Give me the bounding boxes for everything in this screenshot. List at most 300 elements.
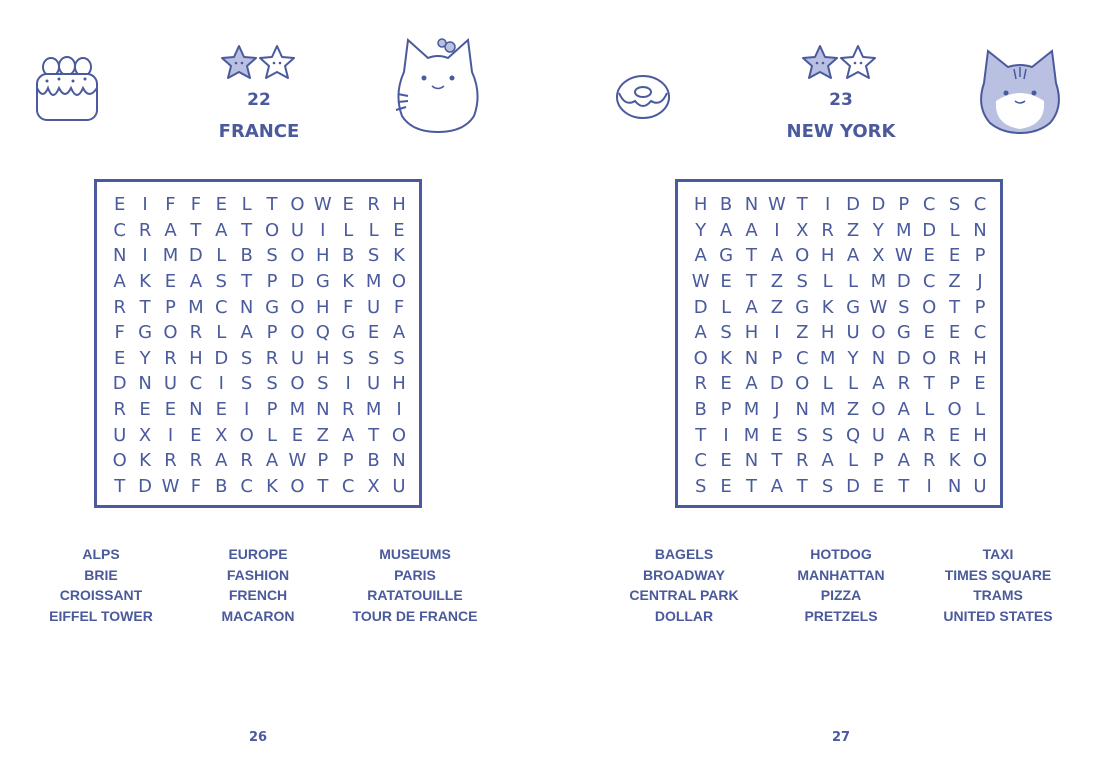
grid-letter: A [694, 322, 707, 344]
grid-row [107, 371, 412, 397]
grid-row [107, 422, 412, 448]
grid-letter: R [113, 399, 126, 421]
grid-letter: B [719, 194, 733, 216]
grid-letter: U [367, 296, 381, 318]
grid-letter: L [216, 322, 227, 344]
grid-letter: E [342, 194, 354, 216]
grid-letter: A [240, 322, 253, 344]
grid-letter: H [693, 194, 708, 216]
grid-letter: A [265, 450, 279, 472]
grid-letter: B [215, 475, 228, 497]
grid-letter: M [743, 424, 760, 446]
grid-letter: K [266, 475, 278, 497]
word: DOLLAR [654, 607, 714, 624]
grid-letter: L [848, 373, 859, 395]
grid-letter: E [164, 271, 177, 293]
word: ALPS [82, 546, 120, 562]
grid-row [107, 474, 412, 500]
grid-letter: X [367, 475, 380, 497]
grid-letter: Y [847, 347, 859, 369]
grid-letter: Z [316, 424, 329, 446]
grid-letter: S [367, 245, 380, 267]
grid-letter: P [873, 450, 884, 472]
grid-letter: T [139, 296, 151, 318]
grid-letter: R [897, 373, 911, 395]
grid-letter: M [289, 399, 306, 421]
grid-letter: H [820, 322, 835, 344]
grid-letter: N [744, 194, 759, 216]
stars-icon [219, 43, 299, 83]
grid-row [107, 192, 412, 218]
grid-letter: E [720, 373, 732, 395]
grid-letter: L [822, 271, 833, 293]
word: BRIE [84, 566, 118, 583]
grid-letter: A [392, 322, 406, 344]
grid-letter: S [720, 322, 732, 344]
word: HOTDOG [810, 546, 872, 562]
word: CROISSANT [59, 587, 143, 603]
grid-letter: R [694, 373, 707, 395]
grid-letter: S [266, 245, 278, 267]
grid-letter: E [393, 219, 405, 241]
grid-letter: P [342, 450, 354, 472]
grid-letter: O [871, 399, 886, 421]
grid-letter: P [266, 399, 278, 421]
grid-letter: S [367, 347, 380, 369]
puzzle-title: NEW YORK [786, 121, 896, 142]
grid-letter: F [190, 194, 202, 216]
grid-letter: E [215, 399, 227, 421]
grid-letter: O [871, 322, 886, 344]
word-column [23, 544, 179, 626]
grid-letter: Y [139, 347, 151, 369]
grid-letter: D [846, 194, 860, 216]
grid-letter: O [922, 296, 937, 318]
grid-letter: O [972, 450, 988, 472]
grid-letter: F [190, 475, 202, 497]
grid-letter: D [693, 296, 708, 318]
cat-icon [974, 45, 1066, 135]
grid-row [688, 422, 993, 448]
grid-letter: D [138, 475, 153, 497]
grid-letter: C [214, 296, 228, 318]
grid-letter: N [947, 475, 962, 497]
cake-icon [33, 54, 101, 124]
grid-letter: N [316, 399, 330, 421]
grid-letter: L [822, 373, 833, 395]
grid-letter: L [924, 399, 935, 421]
grid-letter: K [948, 450, 961, 472]
grid-letter: M [743, 399, 760, 421]
grid-letter: R [138, 219, 152, 241]
grid-letter: Z [948, 271, 961, 293]
grid-letter: K [720, 347, 732, 369]
grid-letter: U [290, 347, 305, 369]
grid-letter: S [266, 373, 278, 395]
grid-letter: A [846, 245, 860, 267]
word-column [920, 544, 1076, 626]
grid-row [688, 346, 993, 372]
grid-letter: E [948, 322, 961, 344]
word-column [763, 544, 919, 626]
grid-letter: S [240, 347, 253, 369]
grid-letter: A [770, 245, 784, 267]
grid-row [107, 294, 412, 320]
grid-letter: S [240, 373, 253, 395]
grid-letter: G [341, 322, 356, 344]
word: TRAMS [973, 587, 1023, 603]
grid-letter: C [240, 475, 253, 497]
grid-letter: L [721, 296, 732, 318]
grid-letter: P [898, 194, 910, 216]
grid-letter: F [165, 194, 176, 216]
grid-letter: T [923, 373, 935, 395]
grid-letter: J [977, 271, 983, 293]
grid-letter: O [391, 424, 407, 446]
word: TAXI [982, 546, 1014, 562]
grid-letter: R [189, 450, 203, 472]
grid-letter: P [771, 347, 783, 369]
grid-letter: F [114, 322, 125, 344]
grid-letter: T [796, 194, 808, 216]
word-column [606, 544, 762, 626]
page-number: 27 [831, 730, 851, 745]
grid-letter: U [290, 219, 305, 241]
grid-letter: P [949, 373, 961, 395]
grid-letter: A [164, 219, 177, 241]
grid-letter: I [774, 219, 780, 241]
grid-letter: D [896, 347, 911, 369]
word: CENTRAL PARK [629, 587, 739, 603]
grid-letter: K [821, 296, 834, 318]
grid-letter: D [846, 475, 860, 497]
grid-letter: E [291, 424, 304, 446]
grid-letter: C [189, 373, 203, 395]
grid-letter: H [820, 245, 835, 267]
grid-letter: A [342, 424, 355, 446]
grid-letter: H [973, 424, 987, 446]
grid-letter: C [341, 475, 355, 497]
grid-letter: T [114, 475, 126, 497]
grid-letter: H [189, 347, 203, 369]
grid-letter: L [949, 219, 960, 241]
grid-letter: L [216, 245, 227, 267]
grid-letter: Z [846, 399, 860, 421]
grid-letter: R [821, 219, 834, 241]
grid-letter: U [367, 373, 381, 395]
grid-letter: N [138, 373, 152, 395]
grid-letter: M [365, 271, 382, 293]
word: FASHION [226, 566, 290, 583]
word-search-grid [94, 179, 422, 508]
grid-letter: P [317, 450, 329, 472]
grid-letter: Z [796, 322, 809, 344]
word: FRENCH [228, 587, 288, 603]
grid-letter: T [796, 475, 808, 497]
grid-letter: E [948, 245, 961, 267]
grid-letter: R [922, 424, 936, 446]
grid-letter: T [368, 424, 380, 446]
grid-letter: P [720, 399, 732, 421]
grid-letter: R [796, 450, 809, 472]
grid-letter: B [367, 450, 380, 472]
word-column [337, 544, 493, 626]
grid-letter: R [113, 296, 126, 318]
puzzle-title: FRANCE [218, 121, 300, 142]
stars-icon [800, 43, 880, 83]
grid-letter: M [365, 399, 382, 421]
grid-letter: N [795, 399, 809, 421]
grid-letter: E [923, 245, 935, 267]
grid-letter: L [848, 271, 859, 293]
grid-letter: A [215, 450, 228, 472]
grid-row [688, 320, 993, 346]
grid-letter: W [288, 450, 307, 472]
grid-letter: R [164, 450, 177, 472]
grid-letter: D [188, 245, 203, 267]
grid-letter: E [771, 424, 783, 446]
word: PIZZA [820, 587, 862, 603]
grid-letter: A [897, 450, 910, 472]
grid-letter: L [368, 219, 379, 241]
grid-letter: W [691, 271, 710, 293]
grid-letter: R [341, 399, 355, 421]
grid-letter: X [872, 245, 885, 267]
grid-letter: C [922, 194, 936, 216]
grid-letter: R [948, 347, 961, 369]
grid-letter: U [163, 373, 178, 395]
grid-letter: G [315, 271, 330, 293]
grid-letter: Q [315, 322, 330, 344]
grid-letter: O [947, 399, 962, 421]
word: EIFFEL TOWER [49, 607, 153, 624]
grid-letter: R [164, 347, 177, 369]
grid-letter: T [949, 296, 961, 318]
grid-letter: I [396, 399, 402, 421]
grid-letter: O [264, 219, 280, 241]
grid-letter: N [112, 245, 127, 267]
grid-letter: E [923, 322, 935, 344]
grid-letter: L [974, 399, 985, 421]
grid-letter: E [139, 399, 151, 421]
grid-letter: I [345, 373, 351, 395]
word: TIMES SQUARE [944, 566, 1052, 583]
grid-letter: A [694, 245, 707, 267]
grid-letter: U [113, 424, 127, 446]
grid-letter: R [189, 322, 203, 344]
puzzle-number: 22 [247, 90, 271, 110]
word: EUROPE [228, 546, 288, 562]
grid-letter: H [316, 347, 330, 369]
grid-letter: E [720, 271, 732, 293]
grid-letter: O [290, 194, 305, 216]
grid-row [107, 218, 412, 244]
grid-letter: C [973, 194, 987, 216]
grid-letter: M [896, 219, 912, 241]
grid-letter: R [922, 450, 936, 472]
grid-letter: O [112, 450, 127, 472]
grid-row [688, 397, 993, 423]
grid-letter: I [926, 475, 932, 497]
right-page [550, 0, 1100, 776]
grid-letter: E [872, 475, 885, 497]
grid-letter: B [240, 245, 253, 267]
grid-letter: D [112, 373, 127, 395]
grid-letter: O [290, 245, 305, 267]
grid-letter: Y [695, 219, 707, 241]
grid-letter: U [871, 424, 886, 446]
grid-letter: L [848, 450, 859, 472]
grid-letter: T [771, 450, 783, 472]
grid-letter: S [694, 475, 707, 497]
grid-letter: K [139, 271, 151, 293]
grid-letter: S [821, 475, 834, 497]
grid-letter: P [974, 296, 986, 318]
word: BAGELS [654, 546, 714, 562]
word-search-grid [675, 179, 1003, 508]
grid-letter: S [898, 296, 910, 318]
grid-letter: O [239, 424, 254, 446]
grid-letter: N [973, 219, 987, 241]
grid-letter: Y [872, 219, 884, 241]
grid-letter: R [265, 347, 279, 369]
grid-letter: L [241, 194, 252, 216]
grid-letter: W [161, 475, 180, 497]
grid-letter: I [142, 194, 148, 216]
grid-letter: S [796, 271, 808, 293]
grid-letter: H [392, 373, 406, 395]
grid-letter: P [266, 322, 278, 344]
grid-letter: T [745, 245, 757, 267]
grid-letter: L [267, 424, 278, 446]
word: RATATOUILLE [367, 587, 463, 603]
grid-letter: P [974, 245, 986, 267]
grid-letter: W [313, 194, 332, 216]
word: UNITED STATES [943, 607, 1053, 624]
grid-letter: E [190, 424, 202, 446]
grid-letter: T [317, 475, 329, 497]
grid-letter: E [720, 450, 732, 472]
word-list [23, 544, 493, 626]
grid-letter: I [243, 399, 250, 421]
grid-letter: B [342, 245, 355, 267]
grid-letter: R [367, 194, 380, 216]
grid-letter: H [392, 194, 406, 216]
grid-letter: G [896, 322, 911, 344]
grid-letter: S [821, 424, 834, 446]
donut-icon [615, 73, 671, 121]
word: MUSEUMS [379, 546, 451, 562]
grid-letter: E [114, 347, 126, 369]
grid-row [688, 448, 993, 474]
grid-letter: U [846, 322, 860, 344]
grid-letter: A [719, 219, 733, 241]
grid-letter: A [897, 399, 910, 421]
word-column [180, 544, 336, 626]
grid-letter: F [393, 296, 405, 318]
grid-letter: C [694, 450, 707, 472]
grid-letter: E [974, 373, 986, 395]
grid-letter: D [896, 271, 911, 293]
grid-letter: D [290, 271, 305, 293]
grid-letter: A [215, 219, 228, 241]
grid-letter: E [114, 194, 126, 216]
word: MACARON [221, 607, 295, 624]
grid-letter: H [744, 322, 759, 344]
grid-letter: I [824, 194, 831, 216]
grid-letter: Z [770, 271, 784, 293]
grid-letter: O [922, 347, 937, 369]
grid-letter: Z [846, 219, 860, 241]
grid-row [688, 243, 993, 269]
grid-letter: S [317, 373, 329, 395]
grid-letter: R [240, 450, 253, 472]
grid-letter: I [167, 424, 174, 446]
grid-letter: A [745, 373, 758, 395]
grid-letter: T [745, 271, 757, 293]
grid-letter: S [948, 194, 961, 216]
grid-letter: O [693, 347, 708, 369]
grid-letter: O [163, 322, 178, 344]
grid-letter: G [138, 322, 153, 344]
grid-letter: H [316, 245, 330, 267]
grid-letter: B [694, 399, 707, 421]
grid-letter: E [367, 322, 380, 344]
grid-row [688, 294, 993, 320]
grid-row [107, 448, 412, 474]
grid-row [107, 320, 412, 346]
grid-letter: N [392, 450, 406, 472]
grid-letter: W [767, 194, 786, 216]
grid-letter: G [265, 296, 280, 318]
grid-letter: T [695, 424, 707, 446]
grid-letter: N [744, 347, 759, 369]
grid-letter: L [343, 219, 354, 241]
grid-letter: U [973, 475, 987, 497]
grid-letter: S [342, 347, 354, 369]
grid-letter: C [973, 322, 987, 344]
grid-letter: I [774, 322, 780, 344]
grid-row [688, 269, 993, 295]
grid-letter: A [745, 219, 758, 241]
grid-letter: S [393, 347, 405, 369]
grid-letter: D [214, 347, 229, 369]
cat-icon [392, 34, 484, 134]
word-list [606, 544, 1076, 626]
grid-letter: A [745, 296, 758, 318]
grid-letter: G [719, 245, 734, 267]
grid-letter: W [894, 245, 913, 267]
puzzle-number: 23 [829, 90, 853, 110]
grid-letter: U [392, 475, 406, 497]
grid-row [688, 371, 993, 397]
grid-letter: E [215, 194, 227, 216]
grid-letter: W [869, 296, 888, 318]
grid-letter: P [165, 296, 176, 318]
grid-letter: K [139, 450, 151, 472]
grid-letter: Z [770, 296, 784, 318]
grid-letter: D [922, 219, 937, 241]
grid-letter: E [948, 424, 961, 446]
grid-letter: O [795, 373, 810, 395]
grid-letter: O [290, 322, 305, 344]
grid-letter: M [870, 271, 887, 293]
word: PARIS [394, 566, 436, 583]
grid-letter: M [188, 296, 204, 318]
grid-letter: A [821, 450, 834, 472]
word: TOUR DE FRANCE [352, 607, 478, 624]
grid-letter: O [290, 475, 305, 497]
